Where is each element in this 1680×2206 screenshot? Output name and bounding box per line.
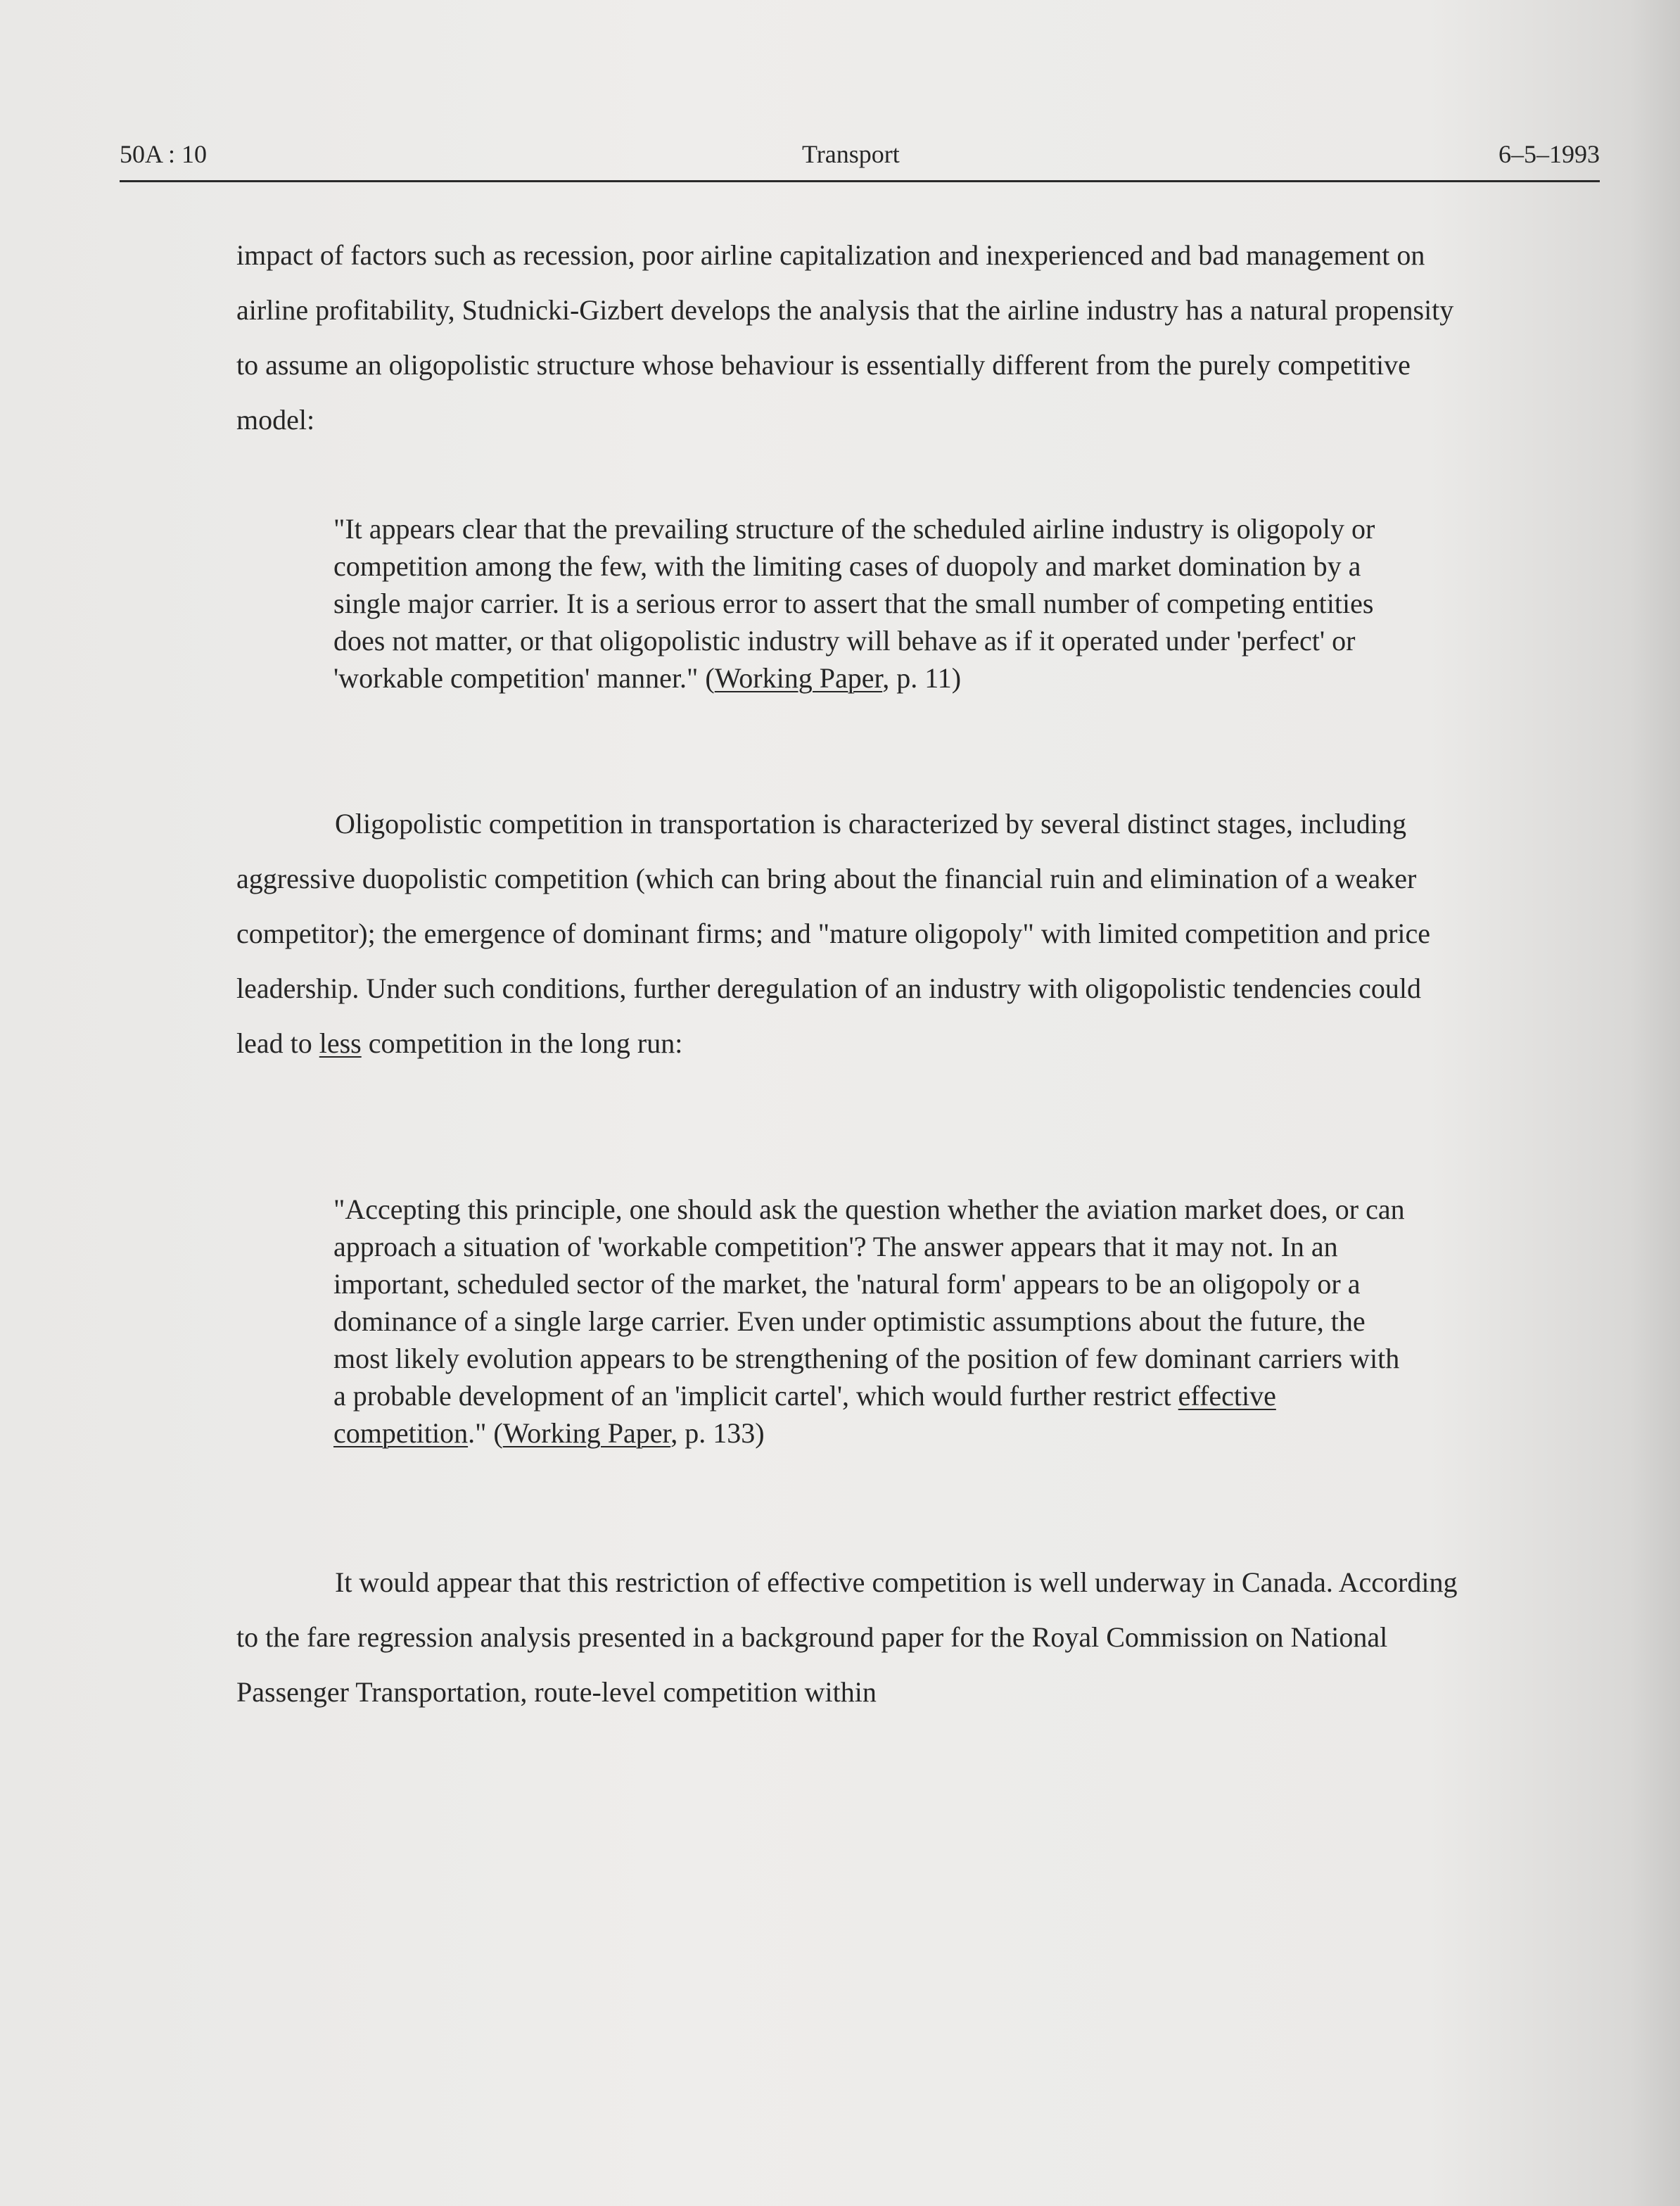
header-date: 6–5–1993 [1498, 140, 1600, 168]
citation-open: ( [705, 662, 715, 694]
header-rule [120, 180, 1600, 182]
block-quote-1 [333, 510, 1410, 697]
citation-title: Working Paper [714, 662, 883, 694]
citation-open: ( [493, 1417, 503, 1449]
block-quote-2-end: ." [468, 1417, 494, 1449]
citation-title: Working Paper [502, 1417, 671, 1449]
block-quote-1-text: "It appears clear that the prevailing structure of the scheduled airline industry is oligopoly or competition among the few, with the limiting cases of duopoly and market domination by a single major carrier. It is a serious error to assert that the small number of competing entities does not matter, or that oligopolistic industry will behave as if it operated under 'perfect' or 'workable competition' manner." [333, 513, 1375, 694]
paragraph-1: impact of factors such as recession, poor airline capitalization and inexperienced and bad management on airline profitability, Studnicki-Gizbert develops the analysis that the airline industry has a natural propensity to assume an oligopolistic structure whose behaviour is essentially different from the purely competitive model: [236, 239, 1454, 436]
emphasis-less: less [319, 1027, 362, 1059]
emphasis-effective-competition: effective competition [333, 1380, 1276, 1449]
citation-page: , p. 133) [670, 1417, 765, 1449]
paragraph-3: It would appear that this restriction of effective competition is well underway in Canada. According to the fare regression analysis presented in a background paper for the Royal Commission on National Passenger Transportation, route-level competition within [236, 1566, 1458, 1708]
paragraph-2-end: competition in the long run: [361, 1027, 683, 1059]
page-header [120, 139, 1600, 182]
citation-page: , p. 11) [882, 662, 962, 694]
paragraph-2-text: Oligopolistic competition in transportation is characterized by several distinct stages, including aggressive duopolistic competition (which can bring about the financial ruin and elimination of a weaker competitor); the emergence of dominant firms; and "mature oligopoly" with limited competition and price leadership. Under such conditions, further deregulation of an industry with oligopolistic tendencies could lead to [236, 808, 1431, 1059]
paragraph-2 [236, 797, 1475, 1071]
block-quote-2-text: "Accepting this principle, one should ask the question whether the aviation market does, or can approach a situation of 'workable competition'? The answer appears that it may not. In an important, scheduled sector of the market, the 'natural form' appears to be an oligopoly or a dominance of a single large carrier. Even under optimistic assumptions about the future, the most likely evolution appears to be strengthening of the position of few dominant carriers with a probable development of an 'implicit cartel', which would further restrict [333, 1193, 1405, 1412]
block-quote-2 [333, 1191, 1410, 1452]
header-page-number: 50A : 10 [120, 140, 208, 168]
header-title: Transport [802, 140, 900, 168]
